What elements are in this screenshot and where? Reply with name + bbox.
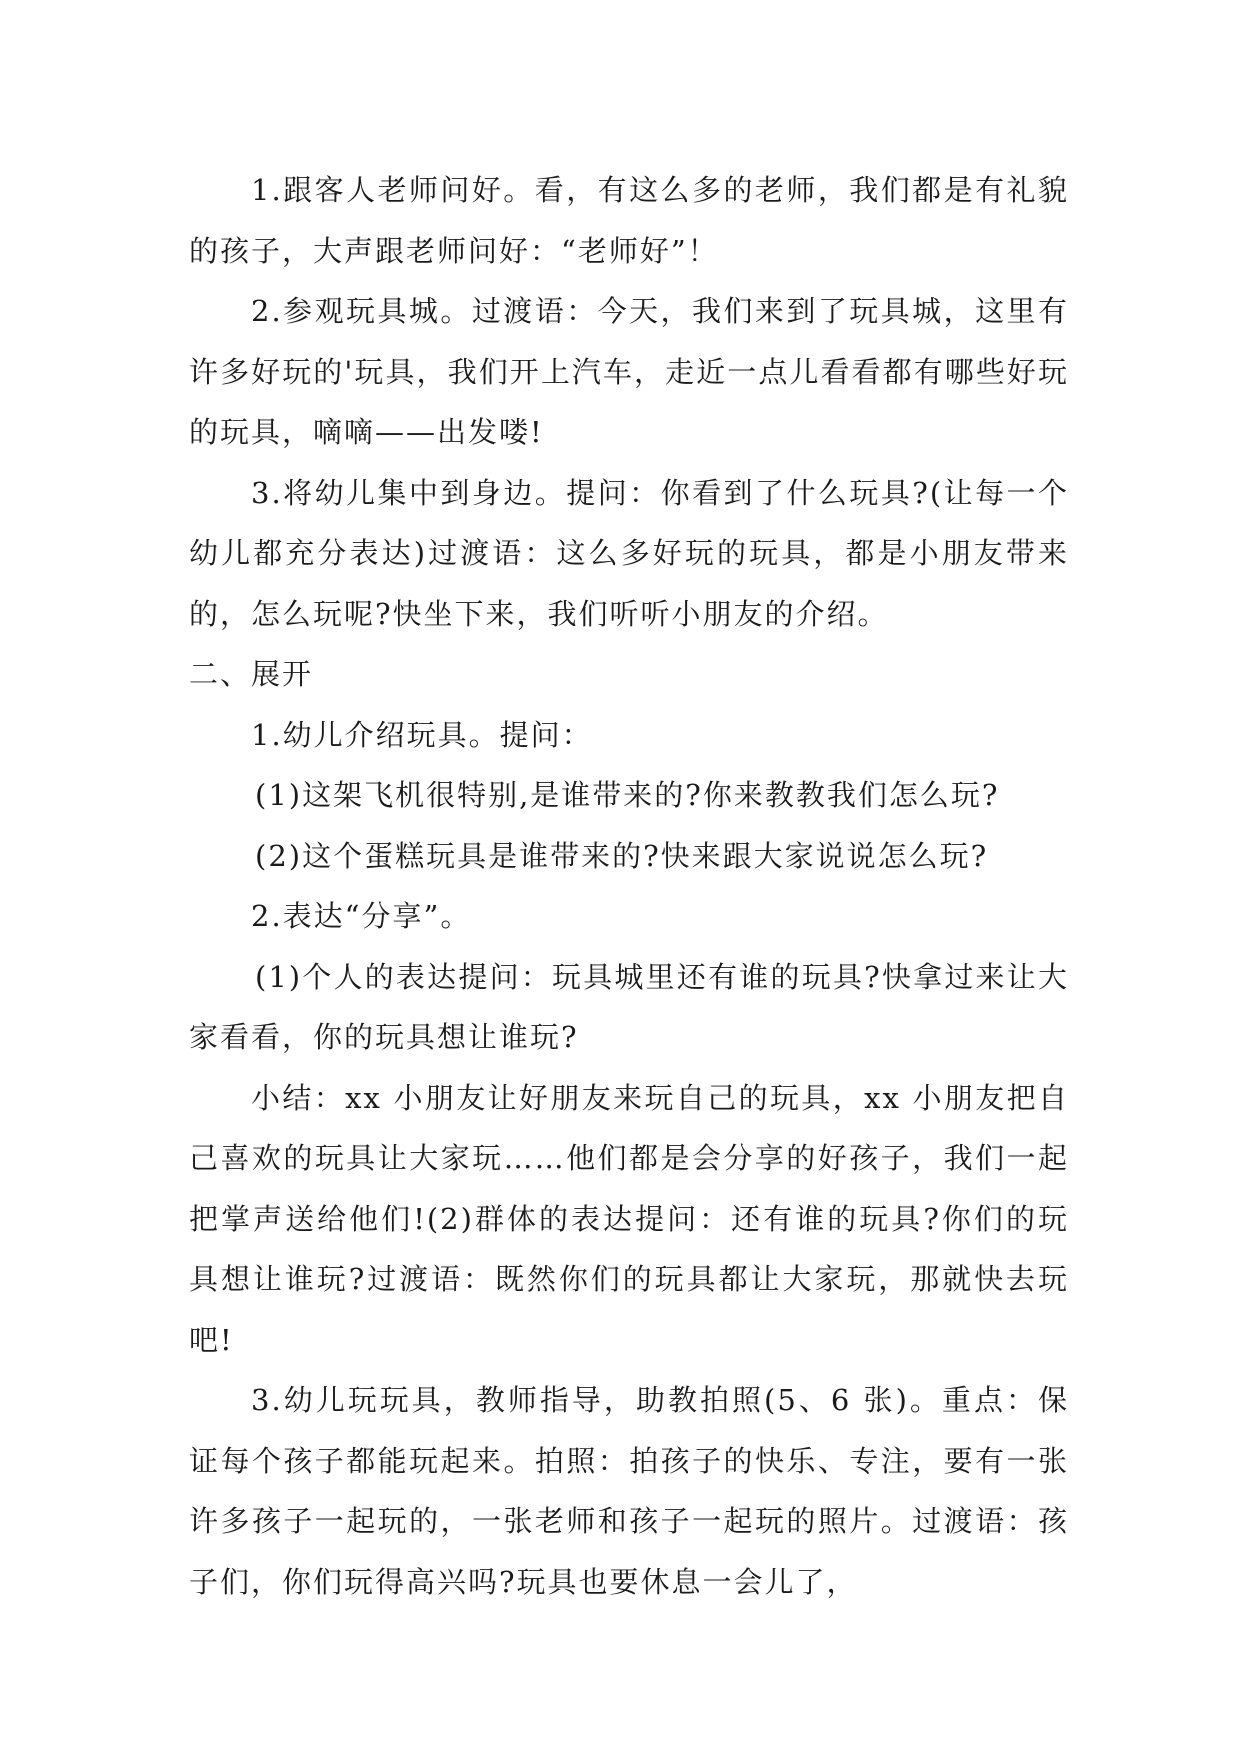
section-heading-expand: 二、展开: [189, 657, 314, 691]
paragraph-summary: 小结：xx 小朋友让好朋友来玩自己的玩具，xx 小朋友把自己喜欢的玩具让大家玩……他们都是会分享的好孩子，我们一起把掌声送给他们!(2)群体的表达提问：还有谁的玩具?你们的玩具想让谁玩?过渡语：既然你们的玩具都让大家玩，那就快去玩吧!: [189, 1080, 1069, 1357]
paragraph-greeting: 1.跟客人老师问好。看，有这么多的老师，我们都是有礼貌的孩子，大声跟老师问好：“老师好”！: [189, 173, 1069, 268]
document-body: [189, 160, 1069, 1612]
question-airplane: (1)这架飞机很特别,是谁带来的?你来教教我们怎么玩?: [255, 778, 1000, 812]
paragraph-introduce-toys: 1.幼儿介绍玩具。提问：: [251, 717, 593, 752]
question-individual: (1)个人的表达提问：玩具城里还有谁的玩具?快拿过来让大家看看，你的玩具想让谁玩?: [189, 959, 1069, 1054]
paragraph-express-sharing: 2.表达“分享”。: [251, 899, 472, 933]
paragraph-play-toys: 3.幼儿玩玩具，教师指导，助教拍照(5、6 张)。重点：保证每个孩子都能玩起来。拍照：拍孩子的快乐、专注，要有一张许多孩子一起玩的，一张老师和孩子一起玩的照片。过渡语：孩子们，你们玩得高兴吗?玩具也要休息一会儿了，: [189, 1383, 1069, 1599]
paragraph-visit-toy-city: 2.参观玩具城。过渡语：今天，我们来到了玩具城，这里有许多好玩的'玩具，我们开上汽车，走近一点儿看看都有哪些好玩的玩具，嘀嘀——出发喽!: [189, 294, 1069, 449]
question-cake-toy: (2)这个蛋糕玩具是谁带来的?快来跟大家说说怎么玩?: [255, 838, 989, 873]
paragraph-gather-children: 3.将幼儿集中到身边。提问：你看到了什么玩具?(让每一个幼儿都充分表达)过渡语：这么多好玩的玩具，都是小朋友带来的，怎么玩呢?快坐下来，我们听听小朋友的介绍。: [189, 475, 1069, 631]
